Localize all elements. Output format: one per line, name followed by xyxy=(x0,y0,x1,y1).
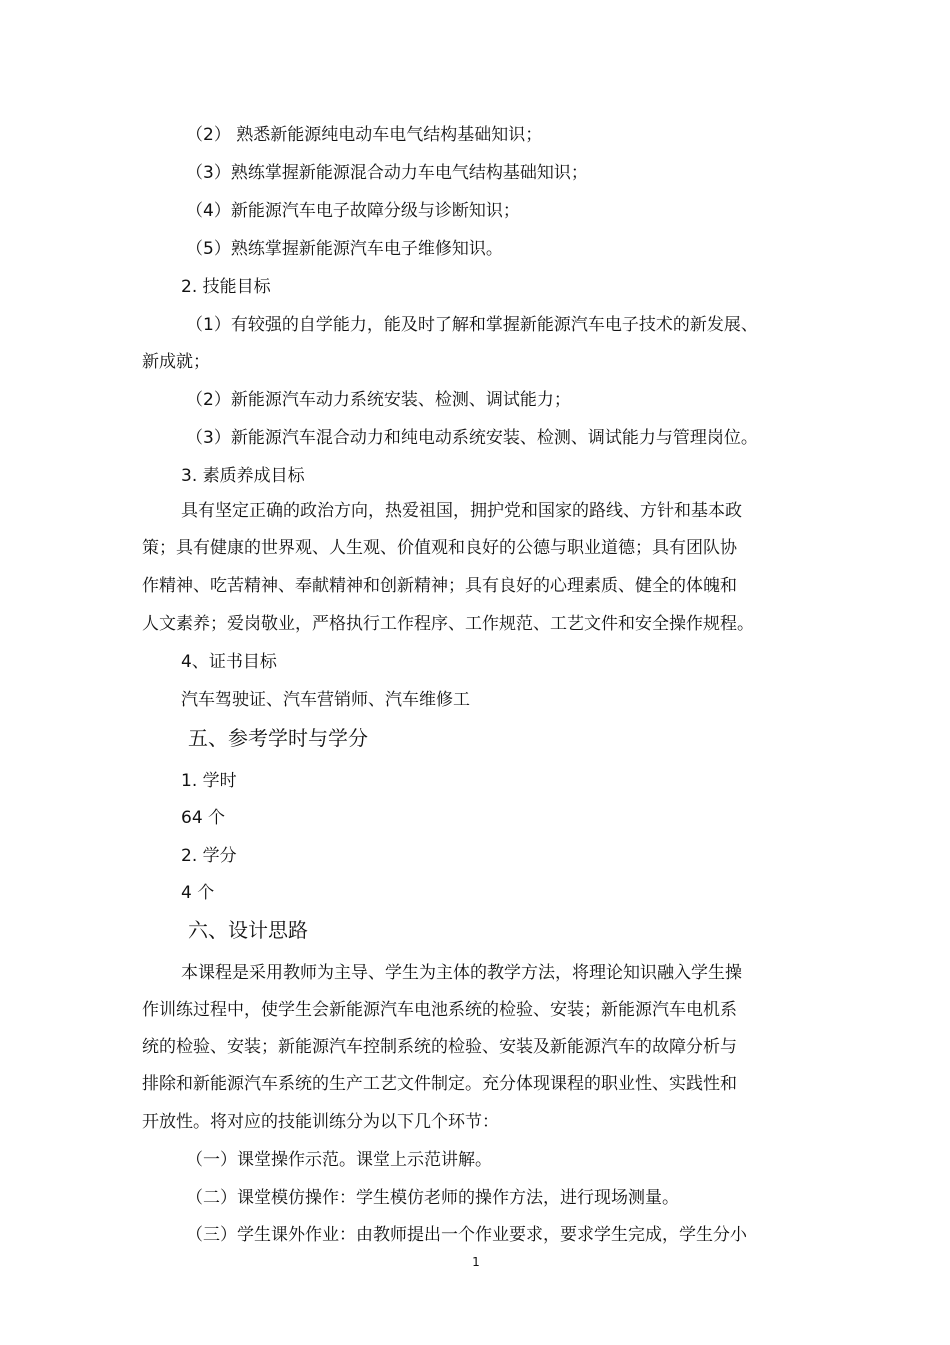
list-item-step-1: （一）课堂操作示范。课堂上示范讲解。 xyxy=(186,1150,492,1170)
paragraph-design-line-2: 作训练过程中，使学生会新能源汽车电池系统的检验、安装；新能源汽车电机系 xyxy=(142,1000,737,1020)
subheading-credits: 2. 学分 xyxy=(181,846,237,866)
credits-value: 4 个 xyxy=(181,883,215,903)
paragraph-quality-line-2: 策；具有健康的世界观、人生观、价值观和良好的公德与职业道德；具有团队协 xyxy=(142,538,737,558)
paragraph-quality-line-3: 作精神、吃苦精神、奉献精神和创新精神；具有良好的心理素质、健全的体魄和 xyxy=(142,576,737,596)
subheading-quality-goals: 3. 素质养成目标 xyxy=(181,466,305,486)
paragraph-quality-line-4: 人文素养；爱岗敬业，严格执行工作程序、工作规范、工艺文件和安全操作规程。 xyxy=(142,614,754,634)
page-number: 1 xyxy=(472,1255,480,1269)
certificate-list: 汽车驾驶证、汽车营销师、汽车维修工 xyxy=(181,690,470,710)
subheading-certificate-goals: 4、证书目标 xyxy=(181,652,277,672)
list-item-knowledge-3: （3）熟练掌握新能源混合动力车电气结构基础知识； xyxy=(186,163,588,183)
paragraph-design-line-3: 统的检验、安装；新能源汽车控制系统的检验、安装及新能源汽车的故障分析与 xyxy=(142,1037,737,1057)
list-item-skill-2: （2）新能源汽车动力系统安装、检测、调试能力； xyxy=(186,390,571,410)
hours-value: 64 个 xyxy=(181,808,226,828)
paragraph-design-line-1: 本课程是采用教师为主导、学生为主体的教学方法，将理论知识融入学生操 xyxy=(181,963,742,983)
subheading-hours: 1. 学时 xyxy=(181,771,237,791)
section-heading-5: 五、参考学时与学分 xyxy=(188,726,368,750)
list-item-knowledge-2: （2） 熟悉新能源纯电动车电气结构基础知识； xyxy=(186,125,543,145)
list-item-skill-3: （3）新能源汽车混合动力和纯电动系统安装、检测、调试能力与管理岗位。 xyxy=(186,428,758,448)
list-item-knowledge-4: （4）新能源汽车电子故障分级与诊断知识； xyxy=(186,201,520,221)
list-item-knowledge-5: （5）熟练掌握新能源汽车电子维修知识。 xyxy=(186,239,503,259)
list-item-skill-1-cont: 新成就； xyxy=(142,352,210,372)
list-item-step-3: （三）学生课外作业：由教师提出一个作业要求，要求学生完成，学生分小 xyxy=(186,1225,747,1245)
list-item-step-2: （二）课堂模仿操作：学生模仿老师的操作方法，进行现场测量。 xyxy=(186,1188,679,1208)
paragraph-design-line-4: 排除和新能源汽车系统的生产工艺文件制定。充分体现课程的职业性、实践性和 xyxy=(142,1074,737,1094)
paragraph-design-line-5: 开放性。将对应的技能训练分为以下几个环节： xyxy=(142,1112,499,1132)
paragraph-quality-line-1: 具有坚定正确的政治方向，热爱祖国，拥护党和国家的路线、方针和基本政 xyxy=(181,501,742,521)
subheading-skill-goals: 2. 技能目标 xyxy=(181,277,271,297)
list-item-skill-1: （1）有较强的自学能力，能及时了解和掌握新能源汽车电子技术的新发展、 xyxy=(186,315,758,335)
section-heading-6: 六、设计思路 xyxy=(188,918,308,942)
